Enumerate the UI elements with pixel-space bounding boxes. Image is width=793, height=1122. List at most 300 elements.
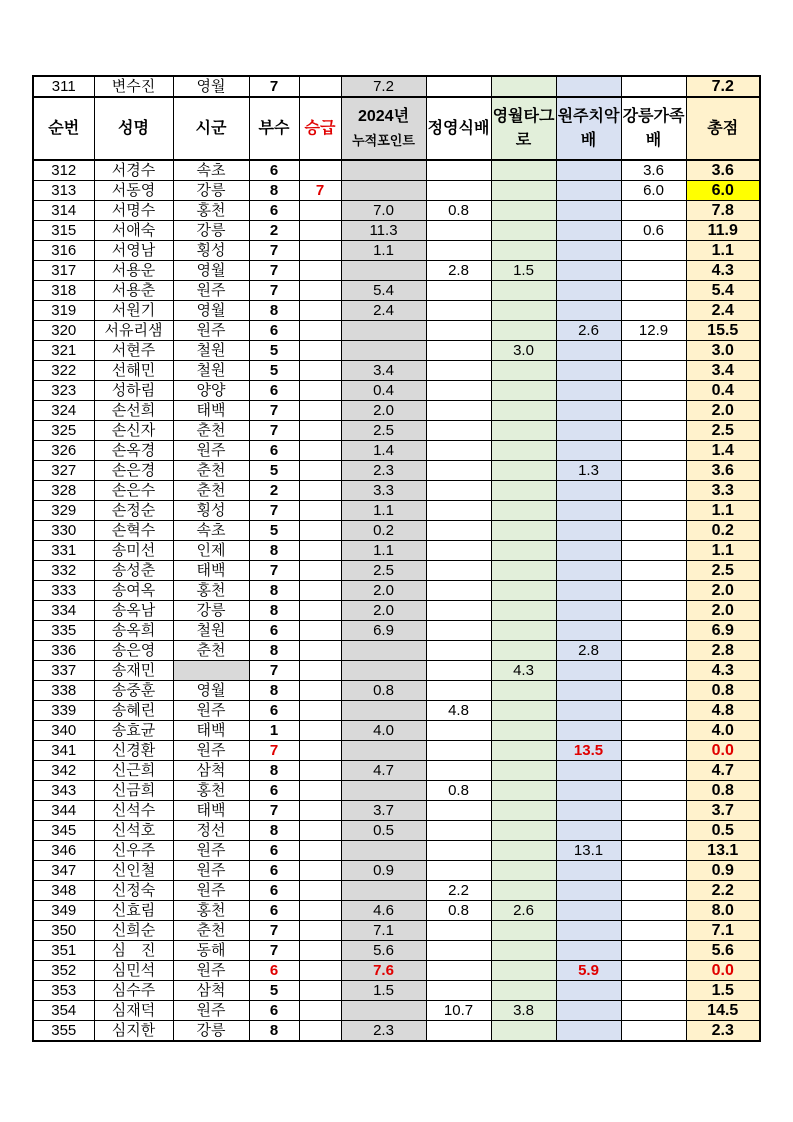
cell-bu: 6	[249, 321, 299, 341]
cell-bu: 5	[249, 981, 299, 1001]
cell-total: 0.0	[686, 741, 760, 761]
cell-wj	[556, 361, 621, 381]
cell-total: 7.1	[686, 921, 760, 941]
cell-jy	[426, 1021, 491, 1042]
cell-no: 350	[33, 921, 94, 941]
cell-bu: 8	[249, 821, 299, 841]
cell-yt	[491, 581, 556, 601]
cell-promo	[299, 441, 341, 461]
cell-wj	[556, 921, 621, 941]
cell-total: 0.4	[686, 381, 760, 401]
cell-name: 서원기	[94, 301, 173, 321]
cell-bu: 6	[249, 381, 299, 401]
cell-no: 332	[33, 561, 94, 581]
cell-promo	[299, 501, 341, 521]
cell-name: 성하림	[94, 381, 173, 401]
cell-gn	[621, 401, 686, 421]
cell-bu: 8	[249, 681, 299, 701]
cell-total: 7.2	[686, 76, 760, 97]
cell-yt	[491, 481, 556, 501]
cell-bu: 6	[249, 160, 299, 181]
cell-city: 춘천	[173, 481, 249, 501]
header-total: 총점	[686, 97, 760, 160]
cell-city: 원주	[173, 281, 249, 301]
cell-total: 1.1	[686, 501, 760, 521]
cell-no: 327	[33, 461, 94, 481]
cell-no: 337	[33, 661, 94, 681]
cell-city: 홍천	[173, 901, 249, 921]
cell-name: 신인철	[94, 861, 173, 881]
cell-promo	[299, 541, 341, 561]
cell-name: 심재덕	[94, 1001, 173, 1021]
cell-name: 서현주	[94, 341, 173, 361]
cell-bu: 1	[249, 721, 299, 741]
table-row	[33, 1001, 760, 1021]
cell-no: 328	[33, 481, 94, 501]
cell-name: 송성춘	[94, 561, 173, 581]
cell-no: 345	[33, 821, 94, 841]
cell-yt	[491, 701, 556, 721]
cell-2024-points: 0.8	[341, 681, 426, 701]
cell-jy: 0.8	[426, 781, 491, 801]
cell-2024-points: 3.7	[341, 801, 426, 821]
cell-wj	[556, 681, 621, 701]
cell-jy	[426, 381, 491, 401]
cell-name: 서동영	[94, 181, 173, 201]
cell-name: 심민석	[94, 961, 173, 981]
cell-yt	[491, 421, 556, 441]
cell-promo	[299, 301, 341, 321]
cell-promo	[299, 841, 341, 861]
cell-total: 0.0	[686, 961, 760, 981]
cell-2024-points	[341, 341, 426, 361]
cell-total: 0.8	[686, 781, 760, 801]
cell-bu: 7	[249, 661, 299, 681]
cell-no: 330	[33, 521, 94, 541]
cell-jy	[426, 721, 491, 741]
table-row	[33, 781, 760, 801]
cell-wj	[556, 621, 621, 641]
cell-wj	[556, 601, 621, 621]
table-row	[33, 261, 760, 281]
cell-bu: 6	[249, 841, 299, 861]
cell-wj	[556, 401, 621, 421]
cell-2024-points	[341, 701, 426, 721]
cell-no: 346	[33, 841, 94, 861]
table-row	[33, 721, 760, 741]
cell-bu: 5	[249, 341, 299, 361]
cell-gn: 3.6	[621, 160, 686, 181]
cell-city: 춘천	[173, 461, 249, 481]
cell-promo	[299, 881, 341, 901]
cell-jy	[426, 961, 491, 981]
cell-total: 3.6	[686, 160, 760, 181]
cell-promo	[299, 261, 341, 281]
cell-2024-points: 2.0	[341, 581, 426, 601]
cell-promo	[299, 201, 341, 221]
cell-total: 2.5	[686, 561, 760, 581]
cell-jy	[426, 621, 491, 641]
cell-wj	[556, 1021, 621, 1042]
cell-no: 317	[33, 261, 94, 281]
cell-name: 송중훈	[94, 681, 173, 701]
cell-city: 태백	[173, 561, 249, 581]
cell-promo	[299, 681, 341, 701]
cell-jy: 0.8	[426, 201, 491, 221]
cell-jy	[426, 841, 491, 861]
cell-name: 송옥희	[94, 621, 173, 641]
cell-gn	[621, 421, 686, 441]
cell-yt	[491, 821, 556, 841]
cell-promo	[299, 861, 341, 881]
cell-wj	[556, 421, 621, 441]
cell-bu: 6	[249, 881, 299, 901]
cell-jy	[426, 561, 491, 581]
cell-wj	[556, 481, 621, 501]
cell-name: 서애숙	[94, 221, 173, 241]
cell-city: 영월	[173, 261, 249, 281]
cell-city: 태백	[173, 801, 249, 821]
cell-bu: 6	[249, 1001, 299, 1021]
table-row	[33, 341, 760, 361]
cell-yt	[491, 761, 556, 781]
cell-gn	[621, 881, 686, 901]
cell-2024-points: 2.5	[341, 561, 426, 581]
cell-jy	[426, 221, 491, 241]
cell-jy	[426, 421, 491, 441]
cell-bu: 8	[249, 581, 299, 601]
cell-2024-points	[341, 321, 426, 341]
cell-name: 손옥경	[94, 441, 173, 461]
cell-jy	[426, 741, 491, 761]
cell-no: 343	[33, 781, 94, 801]
cell-yt	[491, 1021, 556, 1042]
cell-2024-points: 7.0	[341, 201, 426, 221]
table-row	[33, 381, 760, 401]
table-row	[33, 601, 760, 621]
cell-promo	[299, 781, 341, 801]
cell-city: 삼척	[173, 981, 249, 1001]
cell-2024-points: 2.0	[341, 401, 426, 421]
cell-no: 349	[33, 901, 94, 921]
cell-wj	[556, 581, 621, 601]
table-row	[33, 76, 760, 97]
cell-jy: 2.8	[426, 261, 491, 281]
cell-no: 326	[33, 441, 94, 461]
cell-gn	[621, 601, 686, 621]
cell-wj	[556, 801, 621, 821]
cell-2024-points: 0.5	[341, 821, 426, 841]
table-row	[33, 181, 760, 201]
cell-total: 3.0	[686, 341, 760, 361]
cell-2024-points	[341, 181, 426, 201]
cell-name: 손은경	[94, 461, 173, 481]
cell-bu: 6	[249, 441, 299, 461]
cell-bu: 6	[249, 701, 299, 721]
cell-promo	[299, 481, 341, 501]
cell-2024-points: 1.1	[341, 541, 426, 561]
cell-jy	[426, 921, 491, 941]
cell-gn	[621, 1021, 686, 1042]
cell-gn	[621, 241, 686, 261]
cell-2024-points: 3.3	[341, 481, 426, 501]
cell-name: 선해민	[94, 361, 173, 381]
cell-yt	[491, 501, 556, 521]
cell-promo	[299, 76, 341, 97]
table-row	[33, 461, 760, 481]
cell-jy	[426, 481, 491, 501]
cell-jy	[426, 281, 491, 301]
cell-gn	[621, 341, 686, 361]
cell-jy	[426, 76, 491, 97]
table-row	[33, 761, 760, 781]
cell-name: 송은영	[94, 641, 173, 661]
cell-wj	[556, 341, 621, 361]
cell-2024-points: 1.5	[341, 981, 426, 1001]
table-row	[33, 561, 760, 581]
cell-gn	[621, 981, 686, 1001]
cell-wj	[556, 941, 621, 961]
cell-name: 심수주	[94, 981, 173, 1001]
cell-gn	[621, 281, 686, 301]
cell-promo	[299, 621, 341, 641]
cell-wj: 13.5	[556, 741, 621, 761]
cell-2024-points	[341, 841, 426, 861]
cell-total: 1.5	[686, 981, 760, 1001]
cell-promo	[299, 1001, 341, 1021]
cell-no: 336	[33, 641, 94, 661]
cell-yt	[491, 361, 556, 381]
table-row	[33, 401, 760, 421]
cell-wj	[556, 241, 621, 261]
cell-name: 신정숙	[94, 881, 173, 901]
cell-wj	[556, 301, 621, 321]
cell-total: 2.8	[686, 641, 760, 661]
cell-no: 334	[33, 601, 94, 621]
cell-2024-points: 5.4	[341, 281, 426, 301]
cell-gn	[621, 961, 686, 981]
cell-wj: 5.9	[556, 961, 621, 981]
table-row	[33, 241, 760, 261]
cell-city: 영월	[173, 301, 249, 321]
cell-total: 2.2	[686, 881, 760, 901]
cell-2024-points: 2.0	[341, 601, 426, 621]
cell-city: 원주	[173, 741, 249, 761]
cell-bu: 6	[249, 781, 299, 801]
cell-wj	[556, 1001, 621, 1021]
cell-city: 속초	[173, 521, 249, 541]
cell-wj	[556, 221, 621, 241]
cell-name: 신석수	[94, 801, 173, 821]
cell-bu: 5	[249, 461, 299, 481]
table-row	[33, 421, 760, 441]
header-yt: 영월타그로	[491, 97, 556, 160]
cell-bu: 7	[249, 421, 299, 441]
cell-2024-points	[341, 781, 426, 801]
cell-2024-points: 2.3	[341, 1021, 426, 1042]
cell-bu: 7	[249, 741, 299, 761]
cell-bu: 7	[249, 801, 299, 821]
table-row	[33, 921, 760, 941]
cell-name: 송혜린	[94, 701, 173, 721]
cell-yt	[491, 461, 556, 481]
cell-2024-points	[341, 641, 426, 661]
cell-jy: 2.2	[426, 881, 491, 901]
cell-yt	[491, 881, 556, 901]
cell-2024-points: 5.6	[341, 941, 426, 961]
cell-name: 신희순	[94, 921, 173, 941]
cell-wj	[556, 981, 621, 1001]
table-row	[33, 501, 760, 521]
cell-no: 313	[33, 181, 94, 201]
cell-2024-points: 0.4	[341, 381, 426, 401]
cell-wj	[556, 861, 621, 881]
cell-total: 4.3	[686, 261, 760, 281]
cell-yt	[491, 401, 556, 421]
cell-promo	[299, 821, 341, 841]
cell-gn	[621, 561, 686, 581]
cell-2024-points	[341, 1001, 426, 1021]
cell-name: 심 진	[94, 941, 173, 961]
cell-jy	[426, 461, 491, 481]
table-row	[33, 301, 760, 321]
cell-yt	[491, 781, 556, 801]
cell-2024-points: 0.2	[341, 521, 426, 541]
cell-city: 영월	[173, 76, 249, 97]
cell-wj	[556, 561, 621, 581]
cell-city: 철원	[173, 621, 249, 641]
cell-wj	[556, 761, 621, 781]
cell-promo	[299, 721, 341, 741]
cell-total: 5.6	[686, 941, 760, 961]
cell-gn: 12.9	[621, 321, 686, 341]
cell-name: 서경수	[94, 160, 173, 181]
header-2024-line2: 누적포인트	[352, 132, 415, 148]
cell-promo	[299, 901, 341, 921]
table-row	[33, 821, 760, 841]
cell-no: 347	[33, 861, 94, 881]
cell-city: 원주	[173, 841, 249, 861]
cell-city: 횡성	[173, 501, 249, 521]
cell-promo	[299, 701, 341, 721]
cell-jy	[426, 581, 491, 601]
cell-promo	[299, 381, 341, 401]
cell-gn	[621, 741, 686, 761]
cell-no: 316	[33, 241, 94, 261]
cell-yt	[491, 941, 556, 961]
cell-no: 339	[33, 701, 94, 721]
cell-yt	[491, 601, 556, 621]
cell-jy	[426, 821, 491, 841]
cell-promo	[299, 921, 341, 941]
cell-total: 14.5	[686, 1001, 760, 1021]
cell-total: 3.4	[686, 361, 760, 381]
cell-2024-points: 1.4	[341, 441, 426, 461]
cell-promo	[299, 401, 341, 421]
cell-wj	[556, 76, 621, 97]
cell-bu: 8	[249, 181, 299, 201]
cell-yt	[491, 321, 556, 341]
cell-promo	[299, 521, 341, 541]
cell-wj	[556, 441, 621, 461]
cell-city: 춘천	[173, 921, 249, 941]
cell-gn	[621, 381, 686, 401]
cell-gn	[621, 801, 686, 821]
cell-promo	[299, 561, 341, 581]
cell-promo	[299, 321, 341, 341]
cell-city: 춘천	[173, 641, 249, 661]
cell-gn	[621, 841, 686, 861]
cell-wj: 1.3	[556, 461, 621, 481]
cell-gn	[621, 701, 686, 721]
cell-name: 서용춘	[94, 281, 173, 301]
table-row	[33, 321, 760, 341]
cell-yt	[491, 801, 556, 821]
cell-name: 신금희	[94, 781, 173, 801]
cell-no: 338	[33, 681, 94, 701]
cell-total: 0.8	[686, 681, 760, 701]
cell-total: 4.7	[686, 761, 760, 781]
cell-bu: 6	[249, 621, 299, 641]
cell-no: 342	[33, 761, 94, 781]
cell-gn	[621, 821, 686, 841]
cell-2024-points: 7.2	[341, 76, 426, 97]
cell-city: 원주	[173, 861, 249, 881]
cell-bu: 7	[249, 921, 299, 941]
cell-name: 신경환	[94, 741, 173, 761]
cell-total: 4.3	[686, 661, 760, 681]
cell-yt	[491, 381, 556, 401]
cell-jy	[426, 301, 491, 321]
cell-2024-points	[341, 160, 426, 181]
table-row	[33, 961, 760, 981]
cell-name: 송미선	[94, 541, 173, 561]
table-row	[33, 901, 760, 921]
cell-no: 340	[33, 721, 94, 741]
cell-2024-points: 1.1	[341, 241, 426, 261]
cell-gn	[621, 681, 686, 701]
cell-promo	[299, 641, 341, 661]
cell-jy	[426, 341, 491, 361]
cell-no: 324	[33, 401, 94, 421]
cell-total: 6.9	[686, 621, 760, 641]
cell-gn	[621, 641, 686, 661]
cell-total: 2.0	[686, 601, 760, 621]
cell-bu: 8	[249, 761, 299, 781]
cell-city: 인제	[173, 541, 249, 561]
cell-jy	[426, 981, 491, 1001]
cell-city: 철원	[173, 361, 249, 381]
cell-jy	[426, 681, 491, 701]
cell-wj	[556, 160, 621, 181]
cell-bu: 7	[249, 76, 299, 97]
cell-2024-points	[341, 881, 426, 901]
cell-city: 원주	[173, 441, 249, 461]
cell-bu: 7	[249, 241, 299, 261]
cell-wj	[556, 541, 621, 561]
cell-bu: 2	[249, 481, 299, 501]
cell-jy: 10.7	[426, 1001, 491, 1021]
header-jy: 정영식배	[426, 97, 491, 160]
cell-total: 4.8	[686, 701, 760, 721]
cell-total: 5.4	[686, 281, 760, 301]
table-row	[33, 841, 760, 861]
cell-name: 심지한	[94, 1021, 173, 1042]
cell-gn	[621, 521, 686, 541]
table-row	[33, 281, 760, 301]
cell-gn	[621, 441, 686, 461]
cell-name: 서용운	[94, 261, 173, 281]
